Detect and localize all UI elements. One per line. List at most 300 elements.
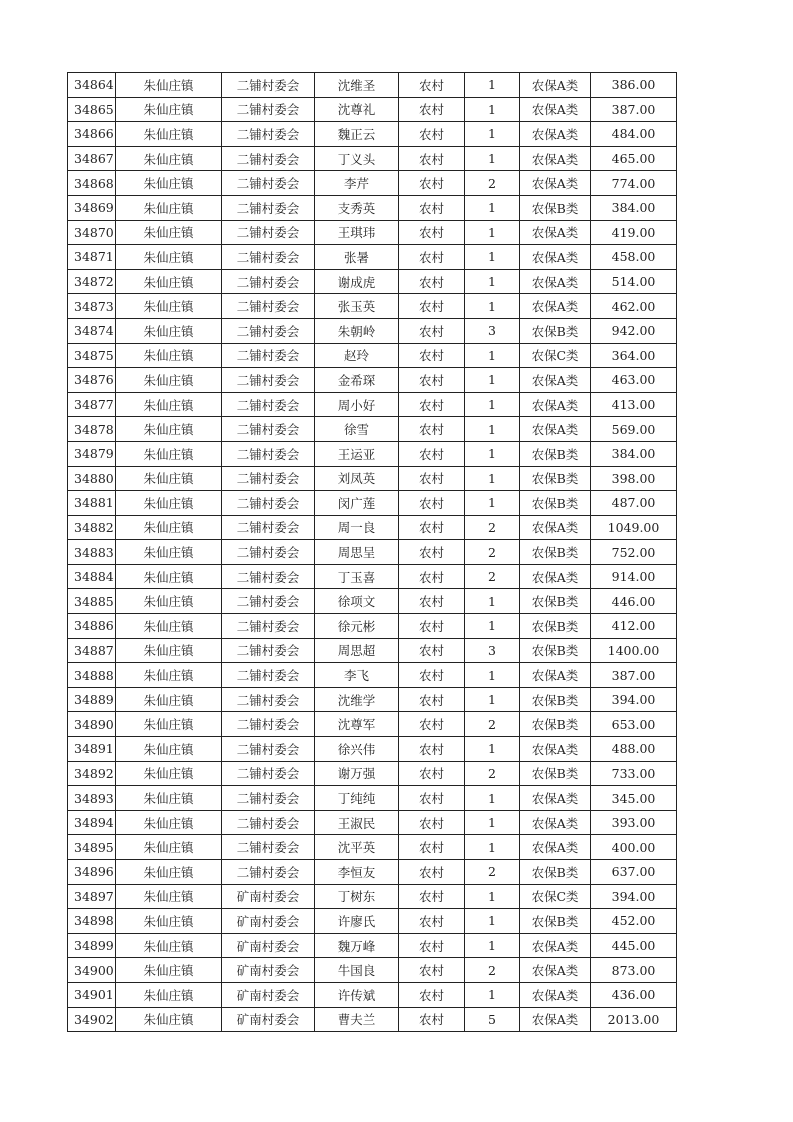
area-type-cell: 农村: [399, 884, 465, 909]
name-cell: 沈维学: [315, 687, 399, 712]
area-type-cell: 农村: [399, 171, 465, 196]
town-cell: 朱仙庄镇: [116, 589, 222, 614]
name-cell: 魏万峰: [315, 933, 399, 958]
town-cell: 朱仙庄镇: [116, 909, 222, 934]
amount-cell: 384.00: [591, 195, 677, 220]
record-id-cell: 34883: [68, 540, 116, 565]
name-cell: 张玉英: [315, 294, 399, 319]
household-size-cell: 1: [465, 368, 520, 393]
record-id-cell: 34872: [68, 269, 116, 294]
area-type-cell: 农村: [399, 392, 465, 417]
town-cell: 朱仙庄镇: [116, 663, 222, 688]
record-id-cell: 34880: [68, 466, 116, 491]
name-cell: 周一良: [315, 515, 399, 540]
village-committee-cell: 二铺村委会: [222, 294, 315, 319]
insurance-category-cell: 农保B类: [520, 761, 591, 786]
village-committee-cell: 二铺村委会: [222, 589, 315, 614]
table-row: [68, 73, 677, 98]
village-committee-cell: 矿南村委会: [222, 982, 315, 1007]
town-cell: 朱仙庄镇: [116, 491, 222, 516]
amount-cell: 419.00: [591, 220, 677, 245]
name-cell: 丁义头: [315, 146, 399, 171]
name-cell: 牛国良: [315, 958, 399, 983]
name-cell: 沈尊军: [315, 712, 399, 737]
amount-cell: 1400.00: [591, 638, 677, 663]
village-committee-cell: 二铺村委会: [222, 146, 315, 171]
amount-cell: 942.00: [591, 318, 677, 343]
village-committee-cell: 二铺村委会: [222, 737, 315, 762]
area-type-cell: 农村: [399, 786, 465, 811]
record-id-cell: 34881: [68, 491, 116, 516]
area-type-cell: 农村: [399, 909, 465, 934]
table-row: [68, 146, 677, 171]
village-committee-cell: 二铺村委会: [222, 195, 315, 220]
records-table-body: [68, 73, 677, 1032]
area-type-cell: 农村: [399, 122, 465, 147]
amount-cell: 484.00: [591, 122, 677, 147]
household-size-cell: 1: [465, 343, 520, 368]
insurance-category-cell: 农保B类: [520, 491, 591, 516]
insurance-category-cell: 农保A类: [520, 97, 591, 122]
name-cell: 丁树东: [315, 884, 399, 909]
town-cell: 朱仙庄镇: [116, 171, 222, 196]
area-type-cell: 农村: [399, 97, 465, 122]
name-cell: 刘凤英: [315, 466, 399, 491]
area-type-cell: 农村: [399, 761, 465, 786]
table-row: [68, 417, 677, 442]
area-type-cell: 农村: [399, 835, 465, 860]
record-id-cell: 34875: [68, 343, 116, 368]
household-size-cell: 2: [465, 761, 520, 786]
town-cell: 朱仙庄镇: [116, 687, 222, 712]
name-cell: 谢成虎: [315, 269, 399, 294]
name-cell: 曹夫兰: [315, 1007, 399, 1032]
insurance-category-cell: 农保A类: [520, 958, 591, 983]
amount-cell: 487.00: [591, 491, 677, 516]
amount-cell: 462.00: [591, 294, 677, 319]
village-committee-cell: 二铺村委会: [222, 122, 315, 147]
household-size-cell: 1: [465, 909, 520, 934]
record-id-cell: 34891: [68, 737, 116, 762]
village-committee-cell: 二铺村委会: [222, 368, 315, 393]
village-committee-cell: 二铺村委会: [222, 761, 315, 786]
amount-cell: 873.00: [591, 958, 677, 983]
village-committee-cell: 二铺村委会: [222, 835, 315, 860]
village-committee-cell: 二铺村委会: [222, 73, 315, 98]
record-id-cell: 34890: [68, 712, 116, 737]
table-row: [68, 515, 677, 540]
village-committee-cell: 二铺村委会: [222, 564, 315, 589]
record-id-cell: 34885: [68, 589, 116, 614]
amount-cell: 463.00: [591, 368, 677, 393]
area-type-cell: 农村: [399, 614, 465, 639]
record-id-cell: 34899: [68, 933, 116, 958]
household-size-cell: 1: [465, 737, 520, 762]
amount-cell: 914.00: [591, 564, 677, 589]
insurance-category-cell: 农保B类: [520, 638, 591, 663]
town-cell: 朱仙庄镇: [116, 761, 222, 786]
record-id-cell: 34902: [68, 1007, 116, 1032]
town-cell: 朱仙庄镇: [116, 540, 222, 565]
name-cell: 周思超: [315, 638, 399, 663]
town-cell: 朱仙庄镇: [116, 220, 222, 245]
town-cell: 朱仙庄镇: [116, 146, 222, 171]
name-cell: 王淑民: [315, 810, 399, 835]
insurance-category-cell: 农保A类: [520, 146, 591, 171]
household-size-cell: 1: [465, 73, 520, 98]
insurance-category-cell: 农保B类: [520, 441, 591, 466]
village-committee-cell: 矿南村委会: [222, 884, 315, 909]
table-row: [68, 97, 677, 122]
area-type-cell: 农村: [399, 368, 465, 393]
table-row: [68, 761, 677, 786]
area-type-cell: 农村: [399, 589, 465, 614]
household-size-cell: 1: [465, 884, 520, 909]
table-row: [68, 860, 677, 885]
name-cell: 金希琛: [315, 368, 399, 393]
insurance-category-cell: 农保A类: [520, 122, 591, 147]
record-id-cell: 34889: [68, 687, 116, 712]
village-committee-cell: 二铺村委会: [222, 220, 315, 245]
household-size-cell: 1: [465, 146, 520, 171]
town-cell: 朱仙庄镇: [116, 810, 222, 835]
record-id-cell: 34877: [68, 392, 116, 417]
household-size-cell: 2: [465, 171, 520, 196]
table-row: [68, 958, 677, 983]
name-cell: 张暑: [315, 245, 399, 270]
table-row: [68, 368, 677, 393]
record-id-cell: 34893: [68, 786, 116, 811]
town-cell: 朱仙庄镇: [116, 712, 222, 737]
amount-cell: 400.00: [591, 835, 677, 860]
insurance-category-cell: 农保B类: [520, 540, 591, 565]
amount-cell: 384.00: [591, 441, 677, 466]
table-row: [68, 294, 677, 319]
town-cell: 朱仙庄镇: [116, 73, 222, 98]
record-id-cell: 34870: [68, 220, 116, 245]
name-cell: 丁玉喜: [315, 564, 399, 589]
name-cell: 赵玲: [315, 343, 399, 368]
town-cell: 朱仙庄镇: [116, 1007, 222, 1032]
table-row: [68, 343, 677, 368]
insurance-category-cell: 农保A类: [520, 245, 591, 270]
record-id-cell: 34879: [68, 441, 116, 466]
table-row: [68, 245, 677, 270]
name-cell: 徐元彬: [315, 614, 399, 639]
insurance-category-cell: 农保A类: [520, 269, 591, 294]
insurance-category-cell: 农保A类: [520, 933, 591, 958]
town-cell: 朱仙庄镇: [116, 269, 222, 294]
insurance-category-cell: 农保A类: [520, 835, 591, 860]
town-cell: 朱仙庄镇: [116, 884, 222, 909]
household-size-cell: 1: [465, 614, 520, 639]
village-committee-cell: 矿南村委会: [222, 909, 315, 934]
table-row: [68, 982, 677, 1007]
village-committee-cell: 二铺村委会: [222, 466, 315, 491]
household-size-cell: 1: [465, 417, 520, 442]
town-cell: 朱仙庄镇: [116, 392, 222, 417]
amount-cell: 345.00: [591, 786, 677, 811]
name-cell: 徐雪: [315, 417, 399, 442]
village-committee-cell: 二铺村委会: [222, 786, 315, 811]
household-size-cell: 1: [465, 441, 520, 466]
household-size-cell: 2: [465, 958, 520, 983]
town-cell: 朱仙庄镇: [116, 786, 222, 811]
record-id-cell: 34868: [68, 171, 116, 196]
village-committee-cell: 二铺村委会: [222, 515, 315, 540]
town-cell: 朱仙庄镇: [116, 294, 222, 319]
name-cell: 周小好: [315, 392, 399, 417]
household-size-cell: 1: [465, 122, 520, 147]
town-cell: 朱仙庄镇: [116, 195, 222, 220]
name-cell: 沈尊礼: [315, 97, 399, 122]
household-size-cell: 1: [465, 810, 520, 835]
amount-cell: 514.00: [591, 269, 677, 294]
record-id-cell: 34876: [68, 368, 116, 393]
household-size-cell: 3: [465, 318, 520, 343]
record-id-cell: 34886: [68, 614, 116, 639]
name-cell: 徐兴伟: [315, 737, 399, 762]
record-id-cell: 34864: [68, 73, 116, 98]
table-row: [68, 663, 677, 688]
insurance-category-cell: 农保A类: [520, 368, 591, 393]
insurance-category-cell: 农保B类: [520, 687, 591, 712]
household-size-cell: 1: [465, 933, 520, 958]
village-committee-cell: 二铺村委会: [222, 491, 315, 516]
name-cell: 沈维圣: [315, 73, 399, 98]
record-id-cell: 34897: [68, 884, 116, 909]
amount-cell: 774.00: [591, 171, 677, 196]
table-row: [68, 933, 677, 958]
record-id-cell: 34896: [68, 860, 116, 885]
household-size-cell: 1: [465, 589, 520, 614]
household-size-cell: 1: [465, 491, 520, 516]
record-id-cell: 34892: [68, 761, 116, 786]
name-cell: 李恒友: [315, 860, 399, 885]
town-cell: 朱仙庄镇: [116, 368, 222, 393]
name-cell: 王运亚: [315, 441, 399, 466]
town-cell: 朱仙庄镇: [116, 515, 222, 540]
village-committee-cell: 二铺村委会: [222, 392, 315, 417]
amount-cell: 394.00: [591, 687, 677, 712]
table-row: [68, 614, 677, 639]
record-id-cell: 34894: [68, 810, 116, 835]
table-row: [68, 491, 677, 516]
record-id-cell: 34901: [68, 982, 116, 1007]
area-type-cell: 农村: [399, 958, 465, 983]
insurance-category-cell: 农保A类: [520, 663, 591, 688]
area-type-cell: 农村: [399, 540, 465, 565]
insurance-category-cell: 农保A类: [520, 810, 591, 835]
town-cell: 朱仙庄镇: [116, 638, 222, 663]
insurance-category-cell: 农保A类: [520, 220, 591, 245]
name-cell: 王琪玮: [315, 220, 399, 245]
record-id-cell: 34898: [68, 909, 116, 934]
record-id-cell: 34884: [68, 564, 116, 589]
table-row: [68, 835, 677, 860]
household-size-cell: 1: [465, 392, 520, 417]
name-cell: 谢万强: [315, 761, 399, 786]
table-row: [68, 171, 677, 196]
village-committee-cell: 二铺村委会: [222, 540, 315, 565]
insurance-category-cell: 农保B类: [520, 318, 591, 343]
name-cell: 许廖氏: [315, 909, 399, 934]
amount-cell: 436.00: [591, 982, 677, 1007]
town-cell: 朱仙庄镇: [116, 564, 222, 589]
village-committee-cell: 二铺村委会: [222, 441, 315, 466]
table-row: [68, 540, 677, 565]
name-cell: 朱朝岭: [315, 318, 399, 343]
area-type-cell: 农村: [399, 491, 465, 516]
area-type-cell: 农村: [399, 1007, 465, 1032]
area-type-cell: 农村: [399, 73, 465, 98]
insurance-category-cell: 农保A类: [520, 294, 591, 319]
table-row: [68, 318, 677, 343]
record-id-cell: 34873: [68, 294, 116, 319]
village-committee-cell: 矿南村委会: [222, 1007, 315, 1032]
insurance-category-cell: 农保A类: [520, 171, 591, 196]
household-size-cell: 1: [465, 220, 520, 245]
household-size-cell: 2: [465, 540, 520, 565]
table-row: [68, 220, 677, 245]
village-committee-cell: 二铺村委会: [222, 614, 315, 639]
town-cell: 朱仙庄镇: [116, 97, 222, 122]
record-id-cell: 34900: [68, 958, 116, 983]
village-committee-cell: 二铺村委会: [222, 171, 315, 196]
name-cell: 周思呈: [315, 540, 399, 565]
table-row: [68, 392, 677, 417]
insurance-category-cell: 农保A类: [520, 564, 591, 589]
table-row: [68, 909, 677, 934]
table-row: [68, 687, 677, 712]
record-id-cell: 34874: [68, 318, 116, 343]
village-committee-cell: 二铺村委会: [222, 810, 315, 835]
table-row: [68, 269, 677, 294]
household-size-cell: 2: [465, 564, 520, 589]
name-cell: 闵广莲: [315, 491, 399, 516]
amount-cell: 393.00: [591, 810, 677, 835]
household-size-cell: 1: [465, 97, 520, 122]
insurance-category-cell: 农保A类: [520, 515, 591, 540]
amount-cell: 387.00: [591, 663, 677, 688]
area-type-cell: 农村: [399, 417, 465, 442]
insurance-category-cell: 农保B类: [520, 589, 591, 614]
table-row: [68, 589, 677, 614]
table-row: [68, 195, 677, 220]
insurance-category-cell: 农保B类: [520, 909, 591, 934]
household-size-cell: 1: [465, 245, 520, 270]
household-size-cell: 1: [465, 663, 520, 688]
town-cell: 朱仙庄镇: [116, 933, 222, 958]
household-size-cell: 1: [465, 466, 520, 491]
town-cell: 朱仙庄镇: [116, 860, 222, 885]
town-cell: 朱仙庄镇: [116, 737, 222, 762]
amount-cell: 733.00: [591, 761, 677, 786]
town-cell: 朱仙庄镇: [116, 614, 222, 639]
area-type-cell: 农村: [399, 810, 465, 835]
household-size-cell: 3: [465, 638, 520, 663]
household-size-cell: 2: [465, 860, 520, 885]
insurance-category-cell: 农保B类: [520, 712, 591, 737]
record-id-cell: 34866: [68, 122, 116, 147]
insurance-category-cell: 农保A类: [520, 392, 591, 417]
name-cell: 魏正云: [315, 122, 399, 147]
household-size-cell: 1: [465, 835, 520, 860]
name-cell: 丁纯纯: [315, 786, 399, 811]
village-committee-cell: 二铺村委会: [222, 97, 315, 122]
area-type-cell: 农村: [399, 933, 465, 958]
household-size-cell: 2: [465, 515, 520, 540]
area-type-cell: 农村: [399, 146, 465, 171]
table-row: [68, 466, 677, 491]
village-committee-cell: 二铺村委会: [222, 712, 315, 737]
table-row: [68, 884, 677, 909]
insurance-category-cell: 农保A类: [520, 737, 591, 762]
household-size-cell: 1: [465, 195, 520, 220]
amount-cell: 394.00: [591, 884, 677, 909]
insurance-category-cell: 农保B类: [520, 195, 591, 220]
area-type-cell: 农村: [399, 982, 465, 1007]
insurance-category-cell: 农保A类: [520, 982, 591, 1007]
amount-cell: 2013.00: [591, 1007, 677, 1032]
table-row: [68, 638, 677, 663]
amount-cell: 412.00: [591, 614, 677, 639]
amount-cell: 413.00: [591, 392, 677, 417]
record-id-cell: 34867: [68, 146, 116, 171]
insurance-category-cell: 农保A类: [520, 786, 591, 811]
village-committee-cell: 矿南村委会: [222, 958, 315, 983]
name-cell: 李飞: [315, 663, 399, 688]
village-committee-cell: 二铺村委会: [222, 687, 315, 712]
village-committee-cell: 二铺村委会: [222, 638, 315, 663]
insurance-category-cell: 农保A类: [520, 1007, 591, 1032]
area-type-cell: 农村: [399, 515, 465, 540]
table-row: [68, 810, 677, 835]
name-cell: 沈平英: [315, 835, 399, 860]
household-size-cell: 2: [465, 712, 520, 737]
amount-cell: 387.00: [591, 97, 677, 122]
table-row: [68, 1007, 677, 1032]
household-size-cell: 5: [465, 1007, 520, 1032]
amount-cell: 653.00: [591, 712, 677, 737]
amount-cell: 386.00: [591, 73, 677, 98]
village-committee-cell: 二铺村委会: [222, 860, 315, 885]
household-size-cell: 1: [465, 786, 520, 811]
amount-cell: 1049.00: [591, 515, 677, 540]
town-cell: 朱仙庄镇: [116, 441, 222, 466]
name-cell: 许传斌: [315, 982, 399, 1007]
amount-cell: 637.00: [591, 860, 677, 885]
area-type-cell: 农村: [399, 687, 465, 712]
town-cell: 朱仙庄镇: [116, 122, 222, 147]
amount-cell: 452.00: [591, 909, 677, 934]
area-type-cell: 农村: [399, 343, 465, 368]
village-committee-cell: 二铺村委会: [222, 417, 315, 442]
town-cell: 朱仙庄镇: [116, 466, 222, 491]
record-id-cell: 34888: [68, 663, 116, 688]
amount-cell: 364.00: [591, 343, 677, 368]
town-cell: 朱仙庄镇: [116, 245, 222, 270]
table-row: [68, 122, 677, 147]
insurance-category-cell: 农保A类: [520, 417, 591, 442]
household-size-cell: 1: [465, 982, 520, 1007]
insurance-category-cell: 农保C类: [520, 343, 591, 368]
amount-cell: 569.00: [591, 417, 677, 442]
amount-cell: 488.00: [591, 737, 677, 762]
village-committee-cell: 二铺村委会: [222, 663, 315, 688]
record-id-cell: 34871: [68, 245, 116, 270]
record-id-cell: 34895: [68, 835, 116, 860]
